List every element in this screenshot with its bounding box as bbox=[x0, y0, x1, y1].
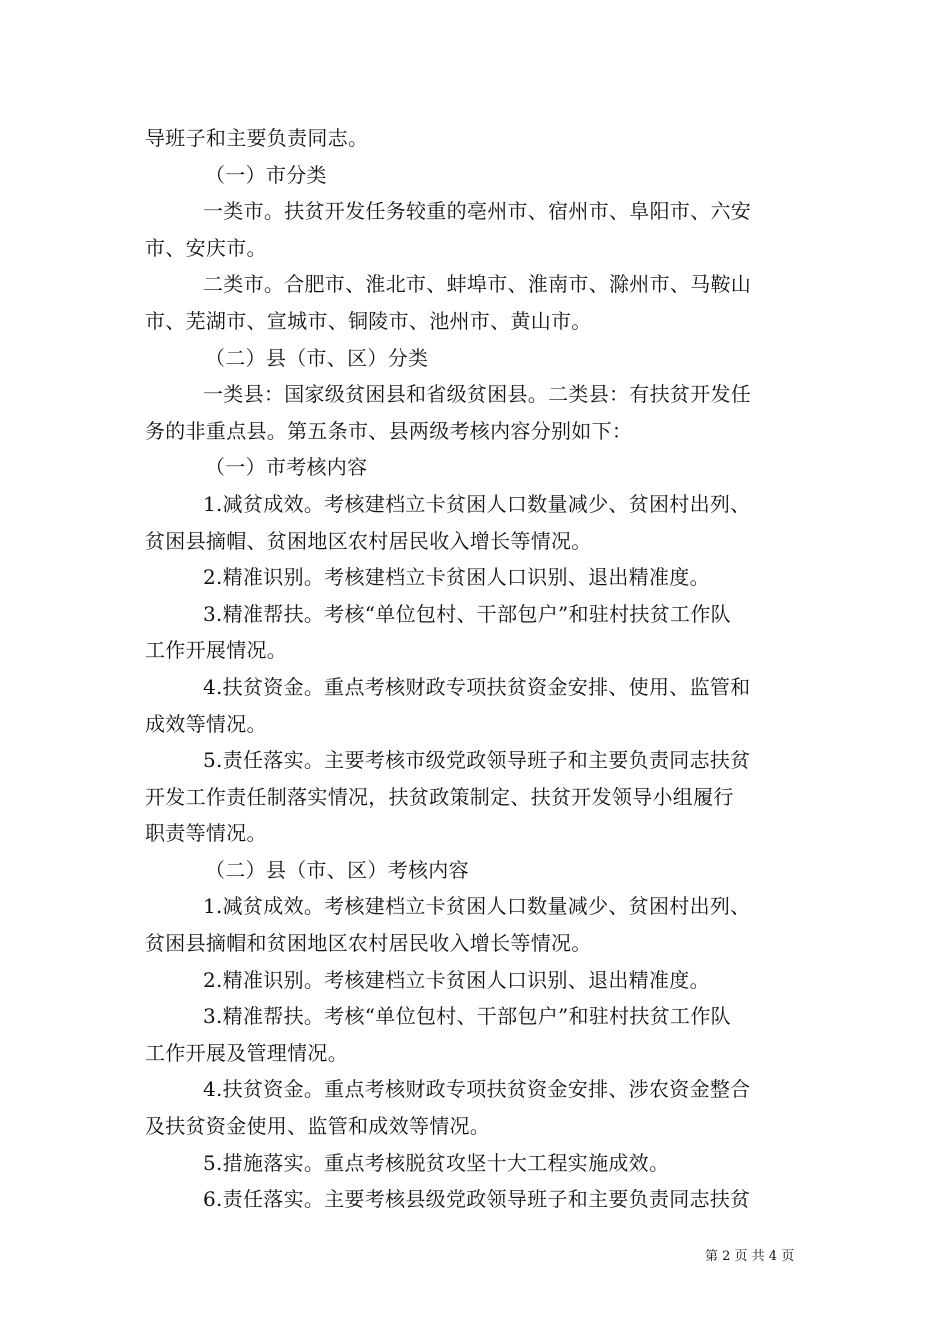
text-line: 导班子和主要负责同志。 bbox=[145, 126, 369, 150]
text-line: 贫困县摘帽和贫困地区农村居民收入增长等情况。 bbox=[145, 931, 592, 956]
text-line: 3.精准帮扶。考核“单位包村、干部包户”和驻村扶贫工作队 bbox=[203, 601, 731, 626]
text-line: 及扶贫资金使用、监管和成效等情况。 bbox=[145, 1114, 491, 1139]
section-heading: （二）县（市、区）考核内容 bbox=[205, 857, 469, 882]
text-line: 市、安庆市。 bbox=[145, 235, 267, 260]
text-line: 4.扶贫资金。重点考核财政专项扶贫资金安排、涉农资金整合 bbox=[203, 1077, 751, 1102]
text-line: 工作开展及管理情况。 bbox=[145, 1040, 348, 1065]
page-number: 第 2 页 共 4 页 bbox=[705, 1249, 795, 1264]
text-line: 5.措施落实。重点考核脱贫攻坚十大工程实施成效。 bbox=[203, 1150, 670, 1175]
text-line: 职责等情况。 bbox=[145, 821, 267, 846]
text-line: 市、芜湖市、宣城市、铜陵市、池州市、黄山市。 bbox=[145, 308, 592, 333]
text-line: 开发工作责任制落实情况，扶贫政策制定、扶贫开发领导小组履行 bbox=[145, 784, 734, 809]
text-line: 一类县：国家级贫困县和省级贫困县。二类县：有扶贫开发任 bbox=[203, 382, 752, 407]
body-text bbox=[145, 120, 810, 1218]
text-line: 3.精准帮扶。考核“单位包村、干部包户”和驻村扶贫工作队 bbox=[203, 1004, 731, 1029]
text-line: 一类市。扶贫开发任务较重的亳州市、宿州市、阜阳市、六安 bbox=[203, 199, 752, 224]
text-line: 2.精准识别。考核建档立卡贫困人口识别、退出精准度。 bbox=[203, 967, 710, 992]
text-line: 2.精准识别。考核建档立卡贫困人口识别、退出精准度。 bbox=[203, 565, 710, 590]
text-line: 务的非重点县。第五条市、县两级考核内容分别如下： bbox=[145, 418, 633, 443]
text-line: 二类市。合肥市、淮北市、蚌埠市、淮南市、滁州市、马鞍山 bbox=[203, 272, 752, 297]
text-line: 成效等情况。 bbox=[145, 711, 267, 736]
text-line: 5.责任落实。主要考核市级党政领导班子和主要负责同志扶贫 bbox=[203, 748, 751, 773]
text-line: 贫困县摘帽、贫困地区农村居民收入增长等情况。 bbox=[145, 528, 592, 553]
text-line: 1.减贫成效。考核建档立卡贫困人口数量减少、贫困村出列、 bbox=[203, 894, 751, 919]
section-heading: （一）市分类 bbox=[205, 162, 327, 187]
section-heading: （二）县（市、区）分类 bbox=[205, 345, 429, 370]
text-line: 4.扶贫资金。重点考核财政专项扶贫资金安排、使用、监管和 bbox=[203, 674, 751, 699]
section-heading: （一）市考核内容 bbox=[205, 455, 368, 480]
text-line: 6.责任落实。主要考核县级党政领导班子和主要负责同志扶贫 bbox=[203, 1187, 751, 1212]
text-line: 工作开展情况。 bbox=[145, 638, 288, 663]
text-line: 1.减贫成效。考核建档立卡贫困人口数量减少、贫困村出列、 bbox=[203, 491, 751, 516]
